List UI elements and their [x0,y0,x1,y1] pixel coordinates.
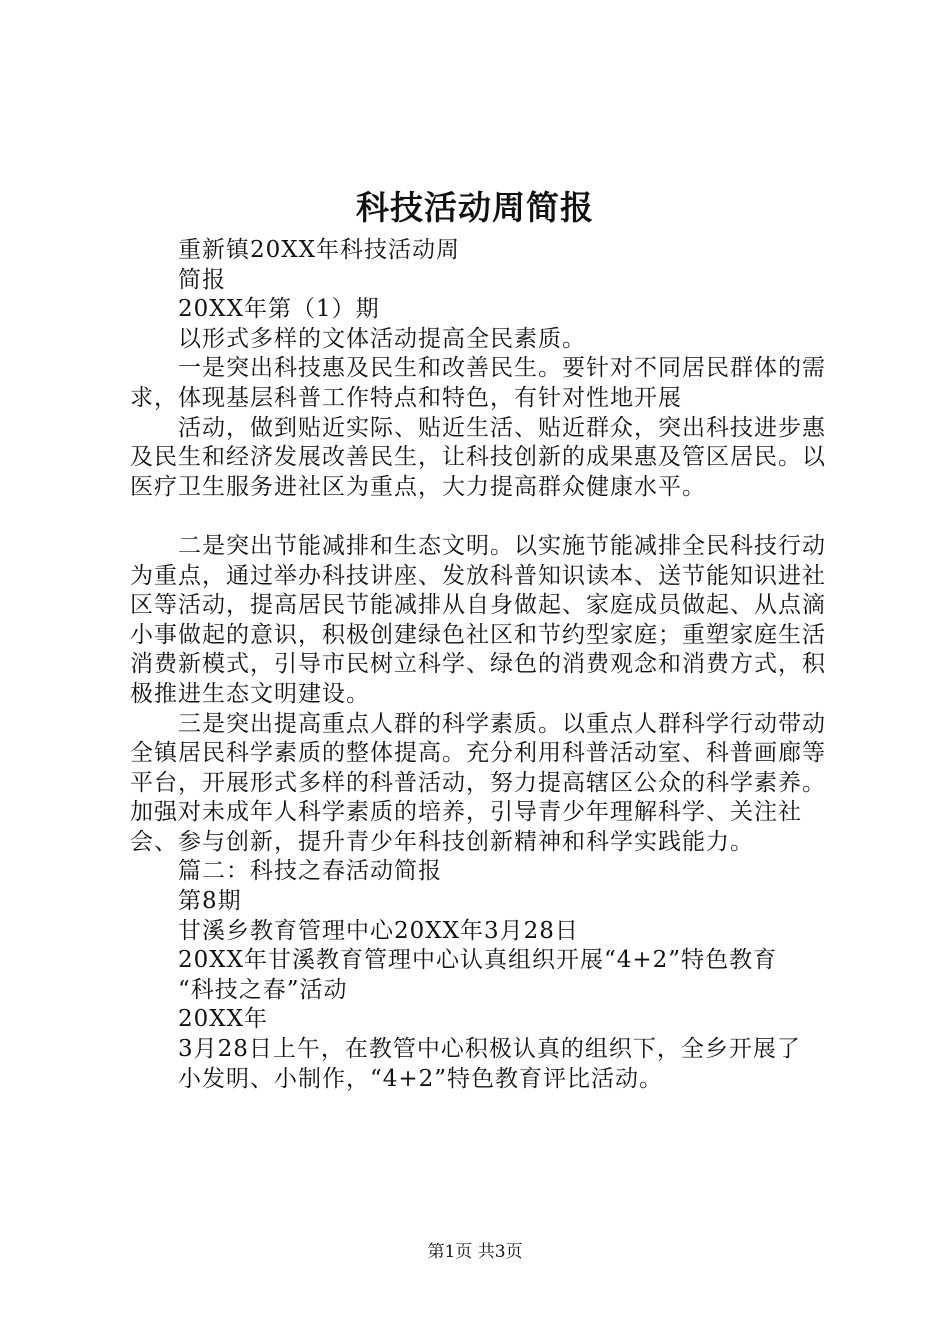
paragraph-14: 20XX年 [178,1006,269,1033]
paragraph-7: 二是突出节能减排和生态文明。以实施节能减排全民科技行动为重点，通过举办科技讲座、发放科普知识读本、送节能知识进社区等活动，提高居民节能减排从自身做起、家庭成员做起、从点滴小事做起的意识，积极创建绿色社区和节约型家庭；重塑家庭生活消费新模式，引导市民树立科学、绿色的消费观念和消费方式，积极推进生态文明建设。 [130,532,826,707]
paragraph-12: 20XX年甘溪教育管理中心认真组织开展“4+2”特色教育 [178,947,778,974]
paragraph-2: 简报 [178,266,226,293]
paragraph-8: 三是突出提高重点人群的科学素质。以重点人群科学行动带动全镇居民科学素质的整体提高。充分利用科普活动室、科普画廊等平台，开展形式多样的科普活动，努力提高辖区公众的科学素养。加强对未成年人科学素质的培养，引导青少年理解科学、关注社会、参与创新，提升青少年科技创新精神和科学实践能力。 [130,710,826,855]
paragraph-5: 一是突出科技惠及民生和改善民生。要针对不同居民群体的需求，体现基层科普工作特点和特色，有针对性地开展 [130,355,826,411]
paragraph-3: 20XX年第（1）期 [178,296,380,323]
paragraph-16: 小发明、小制作，“4+2”特色教育评比活动。 [178,1065,664,1092]
paragraph-13: “科技之春”活动 [178,976,348,1003]
paragraph-6: 活动，做到贴近实际、贴近生活、贴近群众，突出科技进步惠及民生和经济发展改善民生，让科技创新的成果惠及管区居民。以医疗卫生服务进社区为重点，大力提高群众健康水平。 [130,414,826,500]
paragraph-9: 篇二：科技之春活动简报 [178,858,442,885]
document-body [130,236,842,1094]
paragraph-11: 甘溪乡教育管理中心20XX年3月28日 [178,917,579,944]
paragraph-1: 重新镇20XX年科技活动周 [178,237,461,263]
page-footer: 第1页 共3页 [427,1242,523,1262]
paragraph-15: 3月28日上午，在教管中心积极认真的组织下，全乡开展了 [178,1036,801,1063]
paragraph-10: 第8期 [178,888,242,915]
document-title: 科技活动周简报 [356,188,594,227]
paragraph-4: 以形式多样的文体活动提高全民素质。 [178,325,586,352]
